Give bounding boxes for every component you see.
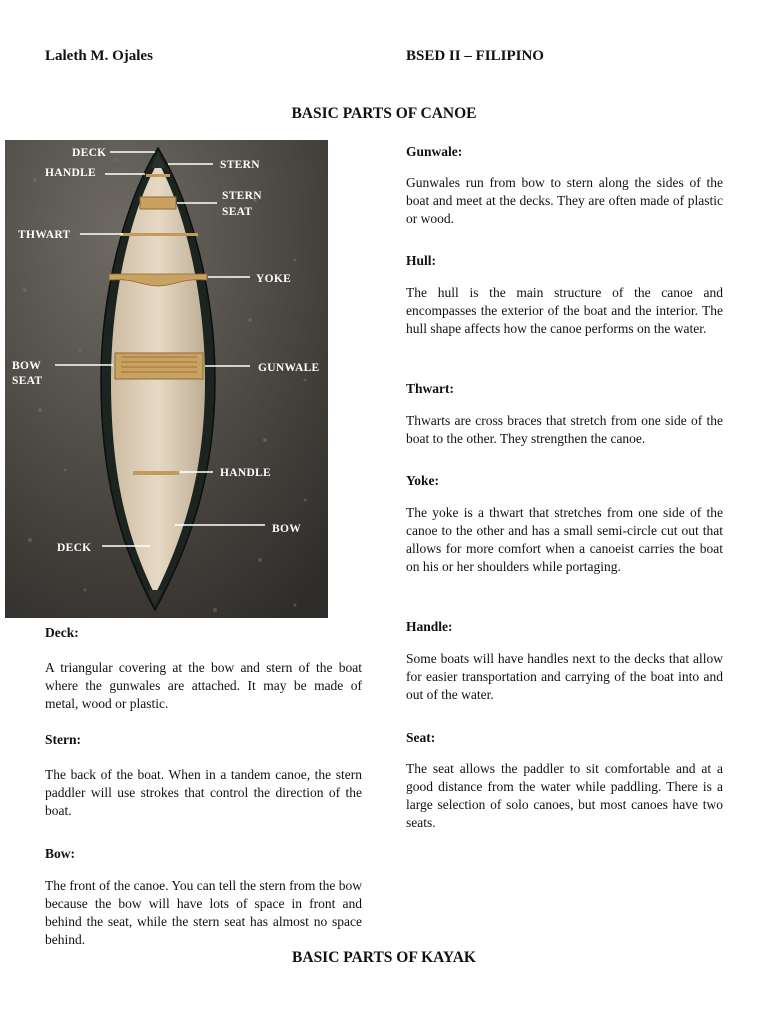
label-handle-top: HANDLE bbox=[45, 167, 97, 179]
desc-gunwale: Gunwales run from bow to stern along the sides of the boat and meet at the decks. They are often made of plastic or wood. bbox=[406, 175, 723, 226]
term-seat: Seat: bbox=[406, 730, 436, 745]
term-bow: Bow: bbox=[45, 846, 75, 861]
desc-handle: Some boats will have handles next to the decks that allow for easier transportation and carrying of the boat into and out of the water. bbox=[406, 651, 723, 702]
label-deck-bottom: DECK bbox=[57, 542, 92, 554]
thwart-shape bbox=[120, 233, 198, 236]
desc-seat: The seat allows the paddler to sit comfortable and at a good distance from the water while paddling. There is a large selection of solo canoes, but most canoes have two seats. bbox=[406, 761, 723, 830]
author-name: Laleth M. Ojales bbox=[45, 48, 153, 64]
label-stern-seat-2: SEAT bbox=[222, 206, 253, 218]
term-yoke: Yoke: bbox=[406, 473, 439, 488]
handle-top-shape bbox=[146, 174, 170, 177]
label-stern-seat-1: STERN bbox=[222, 190, 262, 202]
desc-thwart: Thwarts are cross braces that stretch from one side of the boat to the other. They strengthen the canoe. bbox=[406, 413, 723, 446]
canoe-diagram bbox=[5, 140, 328, 618]
label-gunwale: GUNWALE bbox=[258, 362, 320, 374]
desc-yoke: The yoke is a thwart that stretches from one side of the canoe to the other and has a small semi-circle cut out that allows for more comfort when a canoeist carries the boat on his or her shoulders while portaging. bbox=[406, 505, 723, 574]
term-gunwale: Gunwale: bbox=[406, 144, 463, 159]
stern-seat-shape bbox=[140, 197, 176, 209]
page-title: BASIC PARTS OF CANOE bbox=[291, 105, 477, 122]
label-stern: STERN bbox=[220, 159, 260, 171]
label-deck-top: DECK bbox=[72, 147, 107, 159]
term-thwart: Thwart: bbox=[406, 381, 454, 396]
term-stern: Stern: bbox=[45, 732, 81, 747]
section-title-kayak: BASIC PARTS OF KAYAK bbox=[292, 949, 476, 966]
label-thwart: THWART bbox=[18, 229, 71, 241]
desc-stern: The back of the boat. When in a tandem canoe, the stern paddler will use strokes that control the direction of the boat. bbox=[45, 767, 362, 818]
handle-bottom-shape bbox=[133, 471, 179, 475]
desc-hull: The hull is the main structure of the canoe and encompasses the exterior of the boat and the interior. The hull shape affects how the canoe performs on the water. bbox=[406, 285, 723, 336]
term-hull: Hull: bbox=[406, 253, 437, 268]
term-deck: Deck: bbox=[45, 625, 79, 640]
label-yoke: YOKE bbox=[256, 273, 292, 285]
course-label: BSED II – FILIPINO bbox=[406, 48, 544, 64]
desc-deck: A triangular covering at the bow and stern of the boat where the gunwales are attached. It may be made of metal, wood or plastic. bbox=[45, 660, 362, 711]
label-handle-bottom: HANDLE bbox=[220, 467, 272, 479]
label-bow: BOW bbox=[272, 523, 302, 535]
desc-bow: The front of the canoe. You can tell the stern from the bow because the bow will have lots of space in front and behind the seat, while the stern seat has almost no space behind. bbox=[45, 878, 362, 947]
label-bow-seat-2: SEAT bbox=[12, 375, 43, 387]
label-bow-seat-1: BOW bbox=[12, 360, 42, 372]
term-handle: Handle: bbox=[406, 619, 453, 634]
